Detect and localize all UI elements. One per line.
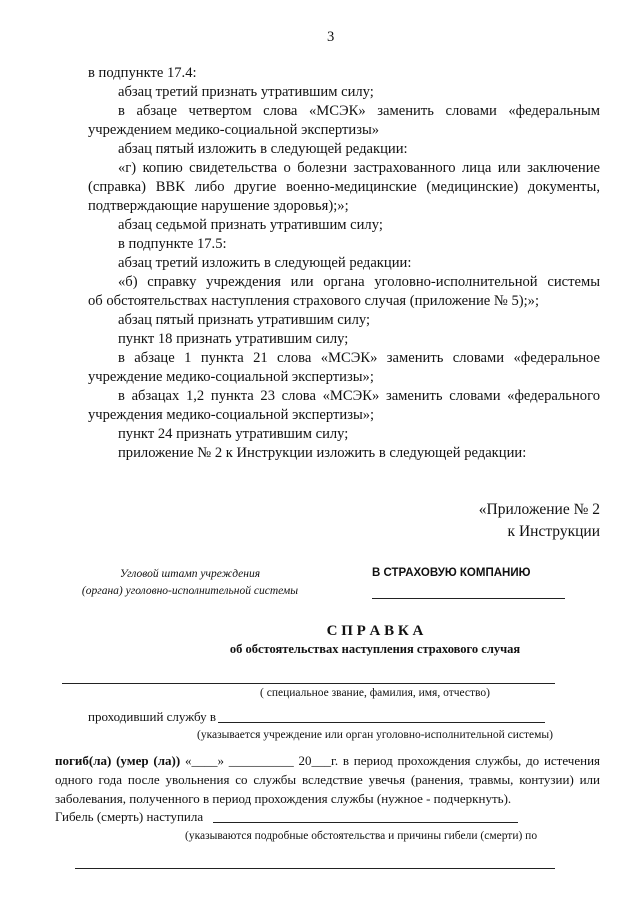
text-line: (справка) ВВК либо другие военно-медицинские (медицинские) документы, (88, 179, 600, 195)
name-field-line[interactable] (62, 683, 555, 684)
text-line: пункт 18 признать утратившим силу; (118, 331, 349, 347)
form-subtitle: об обстоятельствах наступления страхового случая (229, 642, 521, 656)
addressee: В СТРАХОВУЮ КОМПАНИЮ (372, 567, 531, 579)
died-line (55, 752, 600, 770)
text-line: подтверждающие нарушение здоровья);»; (88, 198, 349, 214)
text-line: учреждением медико-социальной экспертизы» (88, 122, 380, 138)
text-line: в подпункте 17.4: (88, 65, 197, 81)
text-line: учреждения медико-социальной экспертизы»; (88, 407, 375, 423)
text-line: в абзацах 1,2 пункта 23 слова «МСЭК» заменить словами «федерального (118, 388, 600, 404)
stamp-line: (органа) уголовно-исполнительной системы (81, 585, 299, 597)
death-caption: (указываются подробные обстоятельства и причины гибели (смерти) по (185, 830, 538, 842)
service-caption: (указывается учреждение или орган уголовно-исполнительной системы) (196, 729, 553, 741)
form-title: С П Р А В К А (326, 623, 424, 639)
text-line: абзац третий признать утратившим силу; (118, 84, 374, 100)
text-line: в подпункте 17.5: (118, 236, 227, 252)
text-line: абзац седьмой признать утратившим силу; (118, 217, 383, 233)
text-line: об обстоятельствах наступления страхового случая (приложение № 5);»; (88, 293, 540, 309)
service-field-line[interactable] (218, 722, 545, 723)
text-line: в абзаце 1 пункта 21 слова «МСЭК» заменить словами «федеральное (118, 350, 600, 366)
text-line: пункт 24 признать утратившим силу; (118, 426, 349, 442)
text-line: абзац третий изложить в следующей редакции: (118, 255, 412, 271)
death-label: Гибель (смерть) наступила (55, 809, 204, 824)
addressee-line (372, 598, 565, 599)
corner-stamp (60, 566, 320, 600)
page-number: 3 (327, 29, 335, 45)
text-line: заболевания, полученного в период прохождения службы (нужное - подчеркнуть). (55, 791, 512, 806)
text-line: «б) справку учреждения или органа уголовно-исполнительной системы (118, 274, 600, 290)
died-date-text: «____» __________ 20___г. в период прохождения службы, до истечения (184, 753, 601, 768)
appendix-subheading: к Инструкции (507, 523, 600, 540)
service-label: проходивший службу в (88, 709, 217, 724)
text-line: приложение № 2 к Инструкции изложить в следующей редакции: (118, 445, 527, 461)
stamp-line: Угловой штамп учреждения (119, 568, 261, 580)
appendix-heading: «Приложение № 2 (478, 501, 600, 518)
text-line: в абзаце четвертом слова «МСЭК» заменить словами «федеральным (118, 103, 600, 119)
text-line: абзац пятый изложить в следующей редакции: (118, 141, 408, 157)
text-line: учреждение медико-социальной экспертизы»; (88, 369, 374, 385)
text-line: одного года после увольнения со службы вследствие увечья (ранения, травмы, контузии) или (55, 772, 600, 787)
name-caption: ( специальное звание, фамилия, имя, отчество) (260, 687, 490, 699)
death-field-line[interactable] (213, 822, 518, 823)
death-field-line-2[interactable] (75, 868, 555, 869)
text-line: абзац пятый признать утратившим силу; (118, 312, 371, 328)
died-label: погиб(ла) (умер (ла)) (55, 753, 181, 768)
text-line: «г) копию свидетельства о болезни застрахованного лица или заключение (118, 160, 600, 176)
